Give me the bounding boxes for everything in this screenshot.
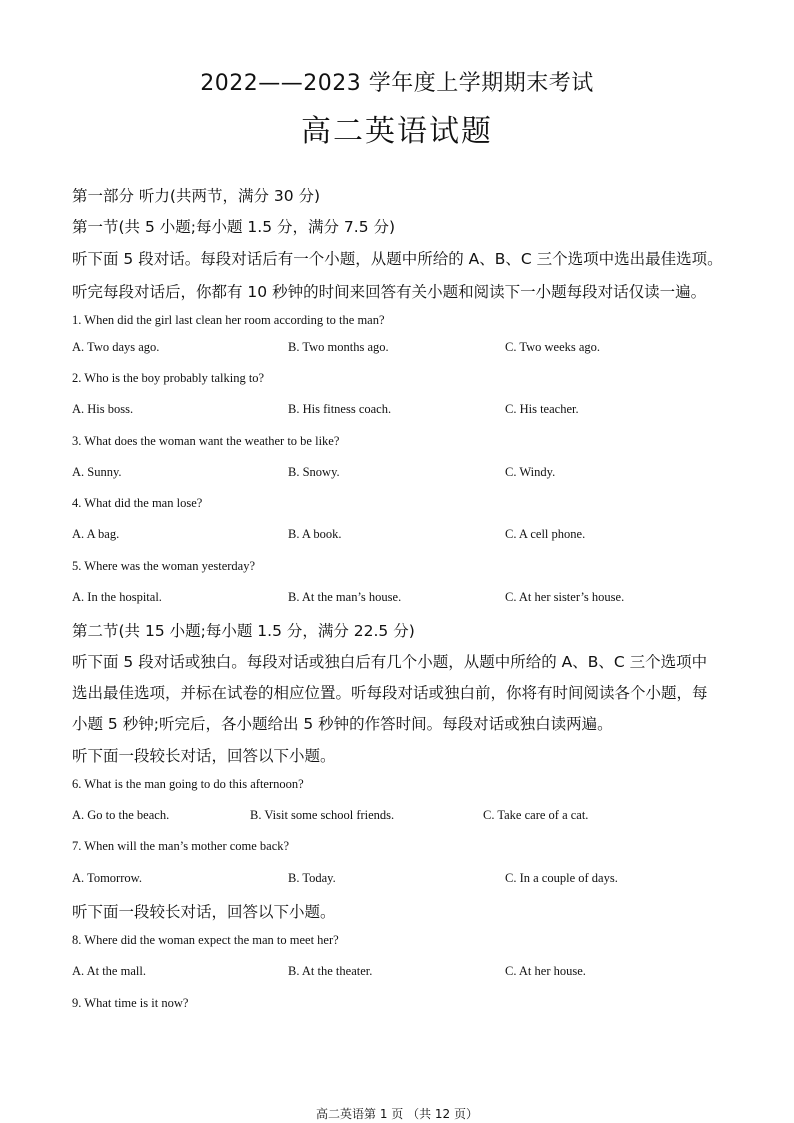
page-footer: 高二英语第 1 页 （共 12 页） <box>316 1107 478 1121</box>
q1-option-b: B. Two months ago. <box>288 340 389 354</box>
section1-instruction-line2: 听完每段对话后，你都有 10 秒钟的时间来回答有关小题和阅读下一小题每段对话仅读一遍。 <box>72 283 707 301</box>
section2-sub-instruction: 听下面一段较长对话，回答以下小题。 <box>72 747 336 765</box>
q8-option-b: B. At the theater. <box>288 964 373 978</box>
q8-option-a: A. At the mall. <box>72 964 146 978</box>
question-1: 1. When did the girl last clean her room according to the man? <box>72 313 385 327</box>
q4-option-b: B. A book. <box>288 527 342 541</box>
q3-option-a: A. Sunny. <box>72 465 122 479</box>
q1-option-c: C. Two weeks ago. <box>505 340 601 354</box>
q6-option-c: C. Take care of a cat. <box>483 808 589 822</box>
q5-option-b: B. At the man’s house. <box>288 590 402 604</box>
q2-option-b: B. His fitness coach. <box>288 402 392 416</box>
exam-title: 2022——2023 学年度上学期期末考试 <box>200 71 594 96</box>
q3-option-b: B. Snowy. <box>288 465 340 479</box>
part1-heading: 第一部分 听力(共两节，满分 30 分) <box>72 187 321 205</box>
q7-option-b: B. Today. <box>288 871 336 885</box>
question-5: 5. Where was the woman yesterday? <box>72 559 256 573</box>
q6-option-a: A. Go to the beach. <box>72 808 170 822</box>
section2-heading: 第二节(共 15 小题;每小题 1.5 分，满分 22.5 分) <box>72 622 415 640</box>
q7-option-a: A. Tomorrow. <box>72 871 142 885</box>
question-8: 8. Where did the woman expect the man to meet her? <box>72 933 339 947</box>
question-7: 7. When will the man’s mother come back? <box>72 839 290 853</box>
section2-instruction-line3: 小题 5 秒钟;听完后，各小题给出 5 秒钟的作答时间。每段对话或独白读两遍。 <box>72 715 613 733</box>
q2-option-c: C. His teacher. <box>505 402 579 416</box>
q6-option-b: B. Visit some school friends. <box>250 808 395 822</box>
section2-instruction-line2: 选出最佳选项，并标在试卷的相应位置。听每段对话或独白前，你将有时间阅读各个小题，每 <box>72 684 708 702</box>
q4-option-c: C. A cell phone. <box>505 527 586 541</box>
question-3: 3. What does the woman want the weather to be like? <box>72 434 340 448</box>
section1-heading: 第一节(共 5 小题;每小题 1.5 分，满分 7.5 分) <box>72 218 396 236</box>
q3-option-c: C. Windy. <box>505 465 556 479</box>
section1-instruction-line1: 听下面 5 段对话。每段对话后有一个小题，从题中所给的 A、B、C 三个选项中选出最佳选项。 <box>72 250 723 268</box>
q4-option-a: A. A bag. <box>72 527 120 541</box>
exam-subtitle: 高二英语试题 <box>301 114 493 149</box>
q7-option-c: C. In a couple of days. <box>505 871 618 885</box>
section2-sub-instruction: 听下面一段较长对话，回答以下小题。 <box>72 903 336 921</box>
q5-option-c: C. At her sister’s house. <box>505 590 625 604</box>
question-2: 2. Who is the boy probably talking to? <box>72 371 265 385</box>
section2-instruction-line1: 听下面 5 段对话或独白。每段对话或独白后有几个小题，从题中所给的 A、B、C 三个选项中 <box>72 653 708 671</box>
q1-option-a: A. Two days ago. <box>72 340 160 354</box>
q5-option-a: A. In the hospital. <box>72 590 162 604</box>
q8-option-c: C. At her house. <box>505 964 586 978</box>
question-9: 9. What time is it now? <box>72 996 189 1010</box>
question-6: 6. What is the man going to do this afternoon? <box>72 777 304 791</box>
question-4: 4. What did the man lose? <box>72 496 203 510</box>
q2-option-a: A. His boss. <box>72 402 134 416</box>
